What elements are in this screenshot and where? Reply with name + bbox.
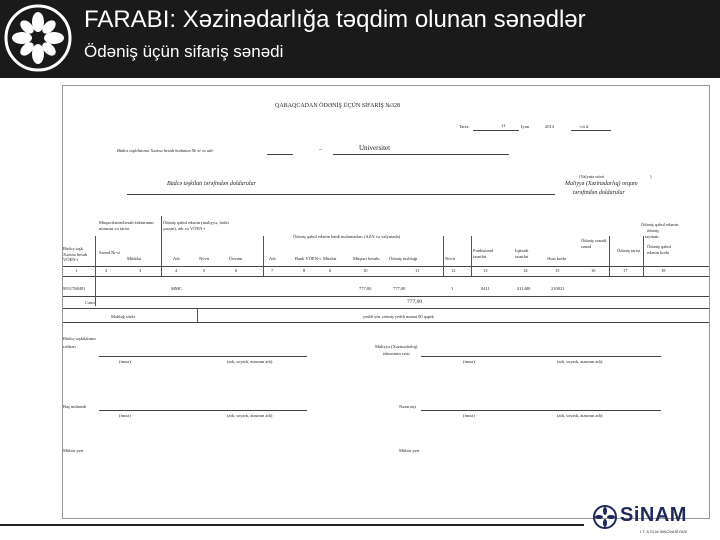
- imza-hint: (imza): [463, 413, 475, 418]
- sign-right-2: idarəsinin rəisi: [383, 351, 410, 356]
- col-group-vendor-1: Ödəniş qəbul edənin (maliyyə, fiziki: [163, 220, 229, 225]
- col-group-purpose-2: ödəniş: [647, 228, 659, 233]
- col-number: 13: [483, 268, 488, 273]
- row-amount: 777,00: [359, 286, 372, 291]
- org-name: Universitet: [359, 144, 391, 152]
- col-number: 15: [555, 268, 560, 273]
- header-cell: Ödəniş tarixi: [617, 248, 641, 253]
- accountant-label: Baş mühasib: [63, 404, 87, 409]
- row-econ: 211400: [517, 286, 531, 291]
- date-year: 2014: [545, 124, 554, 129]
- seal-left: Möhür yeri: [63, 448, 84, 453]
- date-day: 11: [501, 123, 506, 128]
- right-section-label-2: tərəfindən doldurulur: [573, 190, 625, 196]
- header-cell: Müddət: [127, 256, 141, 261]
- name-hint: (adı, soyadı, atasının adı): [557, 413, 603, 418]
- header-cell: Sənəd №-si: [99, 250, 120, 255]
- currency-label: (Valyuta növü: [579, 174, 605, 179]
- col-number: 10: [363, 268, 368, 273]
- header-cell: Müştəri hesabı: [353, 256, 380, 261]
- imza-hint: (imza): [119, 359, 131, 364]
- slide-title: FARABI: Xəzinədarlığa təqdim olunan sənədlər: [84, 6, 586, 33]
- header-cell: Adı: [269, 256, 276, 261]
- sign-left-2: rəhbəri: [63, 344, 76, 349]
- col-group-contract-1: Müqavilənin/hesab-fakturanın: [99, 220, 154, 225]
- date-suffix: -cü il.: [579, 124, 590, 129]
- col-number: 4: [175, 268, 178, 273]
- date-month: İyun: [521, 124, 530, 129]
- header-cell: Bank VÖEN-i: [295, 256, 321, 261]
- col-number: 1: [75, 268, 78, 273]
- header-cell: Ödəniş sənədi sənəd: [581, 238, 607, 249]
- col-group-purpose-3: təyinatı: [645, 234, 659, 239]
- seal-right: Möhür yeri: [399, 448, 420, 453]
- row-code: 9931768491: [63, 286, 86, 291]
- row-fund: 210021: [551, 286, 565, 291]
- col-group-contract-2: nömrəsi və tarixi: [99, 226, 130, 231]
- brand-tagline: I.T. & ELM İNNOVASİYASI: [640, 529, 688, 534]
- col-number: 16: [591, 268, 596, 273]
- row-amount-2: 777,00: [393, 286, 406, 291]
- header-cell: Ödəniş məbləği: [389, 256, 418, 261]
- header-cell: Növü: [199, 256, 209, 261]
- row-vendor: MMC: [171, 286, 183, 291]
- currency-close: ): [650, 174, 652, 179]
- header-cell: Ödəniş qəbul edənin kodu: [647, 244, 671, 255]
- header-cell: İqtisadi təsnifat: [515, 248, 529, 259]
- slide-subtitle: Ödəniş üçün sifariş sənədi: [84, 42, 284, 61]
- header-cell: Əsas kodu: [547, 256, 566, 261]
- brand-name: SiNAM: [620, 504, 687, 526]
- slide-header: [0, 0, 720, 78]
- col-group-bank: Ödəniş qəbul edənin bank məlumatları (AZN və valyutada): [293, 234, 401, 239]
- words-label: Məbləğ sözlə: [111, 314, 136, 319]
- header-cell: Növü: [445, 256, 455, 261]
- name-hint: (adı, soyadı, atasının adı): [227, 413, 273, 418]
- org-label: Büdcə təşkilatının Xəzinə hesab kodunun №-si və adı:: [117, 148, 215, 153]
- date-label: Tarix:: [459, 124, 470, 129]
- name-hint: (adı, soyadı, atasının adı): [557, 359, 603, 364]
- total-value: 777,00: [407, 299, 423, 305]
- farabi-logo-icon: [2, 2, 74, 74]
- col-group-vendor-2: şəxsin), adı və VÖEN-i: [163, 226, 206, 231]
- header-cell: Büdcə təşk. Xəzinə hesab VÖEN-i: [63, 246, 88, 262]
- col-number: 3: [139, 268, 142, 273]
- row-func: 0411: [481, 286, 490, 291]
- words-value: yeddi yüz yetmiş yeddi manat 00 qəpik: [363, 314, 434, 319]
- col-number: 7: [271, 268, 274, 273]
- col-number: 14: [523, 268, 528, 273]
- left-section-label: Büdcə təşkilatı tərəfindən doldurulur: [167, 181, 256, 187]
- col-number: 5: [203, 268, 206, 273]
- col-number: 2: [105, 268, 108, 273]
- header-cell: Adı: [173, 256, 180, 261]
- header-cell: Müxbir: [323, 256, 337, 261]
- col-number: 11: [415, 268, 420, 273]
- sinam-brand: [592, 502, 718, 540]
- col-number: 18: [661, 268, 666, 273]
- right-section-label-1: Maliyyə (Xəzinədarlıq) orqanı: [565, 181, 638, 187]
- controller-label: Nəzarətçi: [399, 404, 417, 409]
- sign-left-1: Büdcə təşkilatının: [63, 336, 96, 341]
- col-number: 8: [303, 268, 306, 273]
- col-number: 9: [329, 268, 332, 273]
- footer-divider: [0, 524, 584, 526]
- header-cell: Ünvanı: [229, 256, 243, 261]
- imza-hint: (imza): [463, 359, 475, 364]
- sinam-logo-icon: [592, 504, 618, 530]
- header-cell: Funksional təsnifat: [473, 248, 494, 259]
- sign-right-1: Maliyyə (Xəzinədarlıq): [375, 344, 418, 349]
- row-type: 1: [451, 286, 454, 291]
- col-number: 6: [235, 268, 238, 273]
- name-hint: (adı, soyadı, atasının adı): [227, 359, 273, 364]
- col-group-purpose-1: Ödəniş qəbul edənin: [641, 222, 678, 227]
- form-heading: QABAQCADAN ÖDƏNİŞ ÜÇÜN SİFARİŞ №328: [275, 103, 400, 109]
- org-dash: –: [319, 147, 322, 153]
- col-number: 12: [451, 268, 456, 273]
- payment-order-document: [62, 85, 710, 519]
- imza-hint: (imza): [119, 413, 131, 418]
- total-label: Cəmi: [85, 300, 95, 305]
- col-number: 17: [623, 268, 628, 273]
